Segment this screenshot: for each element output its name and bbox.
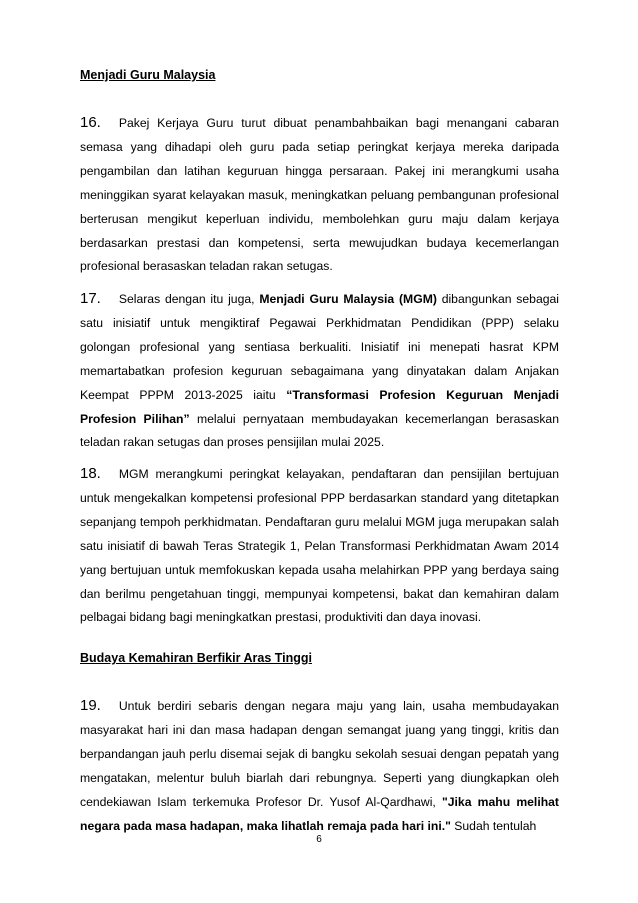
paragraph-text: Untuk berdiri sebaris dengan negara maju yang lain, usaha membudayakan masyarakat hari ini dan masa hadapan dengan semangat juang yang tinggi, kritis dan berpandangan jauh perlu disemai sejak di bangku sekolah sesuai dengan pepatah yang mengatakan, melentur buluh biarlah dari rebungnya. Seperti yang diungkapkan oleh cendekiawan Islam terkemuka Profesor Dr. Yusof Al-Qardhawi, bbox=[80, 699, 559, 809]
paragraph-text: melalui pernyataan membudayakan kecemerlangan berasaskan teladan rakan setugas dan proses pensijilan mulai 2025. bbox=[80, 411, 559, 450]
paragraph-19 bbox=[80, 694, 559, 838]
paragraph-bold-quote: "Jika mahu melihat negara pada masa hadapan, maka lihatlah remaja pada hari ini." bbox=[80, 794, 559, 833]
paragraph-bold-quote: “Transformasi Profesion Keguruan Menjadi Profesion Pilihan” bbox=[80, 387, 559, 426]
page-number: 6 bbox=[316, 834, 322, 845]
paragraph-text: dibangunkan sebagai satu inisiatif untuk mengiktiraf Pegawai Perkhidmatan Pendidikan (PPP) selaku golongan profesional yang sentiasa berkualiti. Inisiatif ini menepati hasrat KPM memartabatkan profesion keguruan sebagaimana yang dinyatakan dalam Anjakan Keempat PPPM 2013-2025 iaitu bbox=[80, 292, 559, 402]
paragraph-text: Pakej Kerjaya Guru turut dibuat penambahbaikan bagi menangani cabaran semasa yang dihadapi oleh guru pada setiap peringkat kerjaya mereka daripada pengambilan dan latihan keguruan hingga persaraan. Pakej ini merangkumi usaha meninggikan syarat kelayakan masuk, meningkatkan peluang pembangunan profesional berterusan mengikut keperluan individu, membolehkan guru maju dalam kerjaya berdasarkan prestasi dan kompetensi, serta mewujudkan budaya kecemerlangan profesional berasaskan teladan rakan setugas. bbox=[80, 116, 559, 274]
paragraph-number: 18. bbox=[80, 465, 101, 482]
paragraph-16 bbox=[80, 111, 559, 279]
paragraph-number: 19. bbox=[80, 697, 101, 714]
paragraph-text: Sudah tentulah bbox=[450, 818, 537, 833]
paragraph-18 bbox=[80, 462, 559, 630]
section-heading-menjadi-guru-malaysia: Menjadi Guru Malaysia bbox=[80, 68, 216, 82]
paragraph-text: MGM merangkumi peringkat kelayakan, pendaftaran dan pensijilan bertujuan untuk mengekalkan kompetensi profesional PPP berdasarkan standard yang ditetapkan sepanjang tempoh perkhidmatan. Pendaftaran guru melalui MGM juga merupakan salah satu inisiatif di bawah Teras Strategik 1, Pelan Transformasi Perkhidmatan Awam 2014 yang bertujuan untuk memfokuskan kepada usaha melahirkan PPP yang berdaya saing dan berilmu pengetahuan tinggi, mempunyai kompetensi, bakat dan kemahiran dalam pelbagai bidang bagi meningkatkan prestasi, produktiviti dan daya inovasi. bbox=[80, 467, 559, 625]
paragraph-number: 16. bbox=[80, 114, 101, 131]
paragraph-text: Selaras dengan itu juga, bbox=[118, 292, 260, 306]
paragraph-bold-text: Menjadi Guru Malaysia (MGM) bbox=[259, 292, 437, 306]
section-heading-budaya-kemahiran: Budaya Kemahiran Berfikir Aras Tinggi bbox=[80, 651, 313, 665]
paragraph-number: 17. bbox=[80, 290, 101, 307]
paragraph-17 bbox=[80, 287, 559, 455]
